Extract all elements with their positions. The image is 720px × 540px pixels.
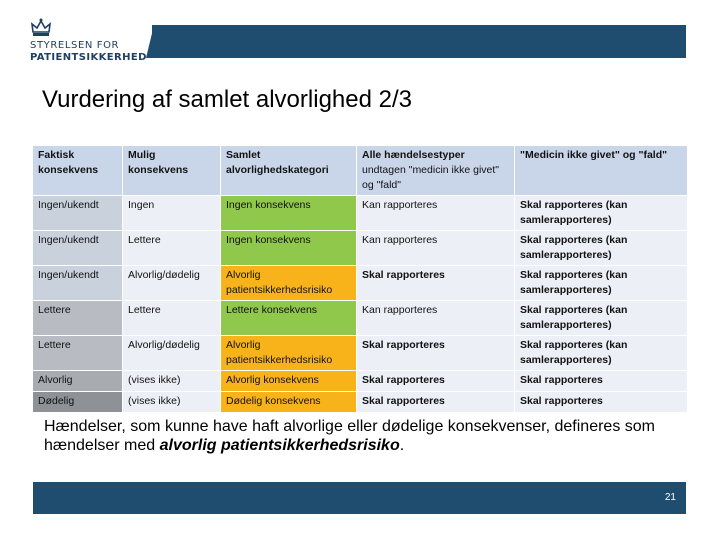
table-cell: Skal rapporteres (kan samlerapporteres) <box>515 301 688 336</box>
table-cell: Lettere <box>33 336 123 371</box>
table-cell: Kan rapporteres <box>357 301 515 336</box>
table-row <box>33 301 688 336</box>
table-cell: Alvorlig patientsikkerhedsrisiko <box>221 336 357 371</box>
table-row <box>33 266 688 301</box>
table-cell: Skal rapporteres <box>357 392 515 413</box>
header-cell: Faktisk konsekvens <box>33 146 123 196</box>
table-cell: Skal rapporteres <box>357 336 515 371</box>
table-cell: Kan rapporteres <box>357 231 515 266</box>
severity-table <box>32 145 687 407</box>
page-number: 21 <box>664 492 676 503</box>
table-cell: Skal rapporteres (kan samlerapporteres) <box>515 231 688 266</box>
table-cell: Lettere konsekvens <box>221 301 357 336</box>
header-cell: Alle hændelsestyper undtagen "medicin ikke givet" og "fald" <box>357 146 515 196</box>
body-text-end: . <box>399 437 405 454</box>
table-row <box>33 231 688 266</box>
table-cell: Ingen <box>123 196 221 231</box>
table-cell: Ingen konsekvens <box>221 231 357 266</box>
table-cell: Alvorlig <box>33 371 123 392</box>
table-cell: Alvorlig/dødelig <box>123 336 221 371</box>
table-cell: Lettere <box>123 231 221 266</box>
table-cell: Lettere <box>33 301 123 336</box>
table-cell: (vises ikke) <box>123 371 221 392</box>
table-cell: Alvorlig patientsikkerhedsrisiko <box>221 266 357 301</box>
body-text <box>44 417 684 455</box>
table-cell: Alvorlig konsekvens <box>221 371 357 392</box>
table-row <box>33 371 688 392</box>
table-header-row <box>33 146 688 196</box>
table-cell: Ingen/ukendt <box>33 266 123 301</box>
table-cell: Dødelig <box>33 392 123 413</box>
table-cell: Lettere <box>123 301 221 336</box>
table-row <box>33 392 688 413</box>
logo-line2: PATIENTSIKKERHED <box>30 52 147 63</box>
logo-line1: STYRELSEN FOR <box>30 40 120 51</box>
table-cell: Skal rapporteres <box>515 371 688 392</box>
table-cell: Skal rapporteres <box>357 266 515 301</box>
body-text-emphasis: alvorlig patientsikkerhedsrisiko <box>159 437 400 454</box>
body-text-start: Hændelser, som kunne have haft alvorlige eller dødelige konsekvenser, defineres som hændelser med <box>44 418 655 454</box>
table-cell: Ingen/ukendt <box>33 231 123 266</box>
table-cell: Ingen konsekvens <box>221 196 357 231</box>
table-cell: Alvorlig/dødelig <box>123 266 221 301</box>
table-cell: Ingen/ukendt <box>33 196 123 231</box>
table-cell: Skal rapporteres (kan samlerapporteres) <box>515 196 688 231</box>
table-cell: Skal rapporteres <box>515 392 688 413</box>
table-row <box>33 196 688 231</box>
header-cell: Samlet alvorlighedskategori <box>221 146 357 196</box>
slide-title: Vurdering af samlet alvorlighed 2/3 <box>42 86 412 113</box>
header-bar <box>152 25 686 58</box>
table-cell: Dødelig konsekvens <box>221 392 357 413</box>
crown-icon <box>30 18 52 38</box>
table-cell: Kan rapporteres <box>357 196 515 231</box>
header-cell: "Medicin ikke givet" og "fald" <box>515 146 688 196</box>
table-cell: Skal rapporteres (kan samlerapporteres) <box>515 266 688 301</box>
header-cell: Mulig konsekvens <box>123 146 221 196</box>
table-cell: Skal rapporteres <box>357 371 515 392</box>
footer-bar <box>33 482 686 514</box>
table-row <box>33 336 688 371</box>
logo <box>30 18 150 64</box>
table-cell: (vises ikke) <box>123 392 221 413</box>
table-cell: Skal rapporteres (kan samlerapporteres) <box>515 336 688 371</box>
